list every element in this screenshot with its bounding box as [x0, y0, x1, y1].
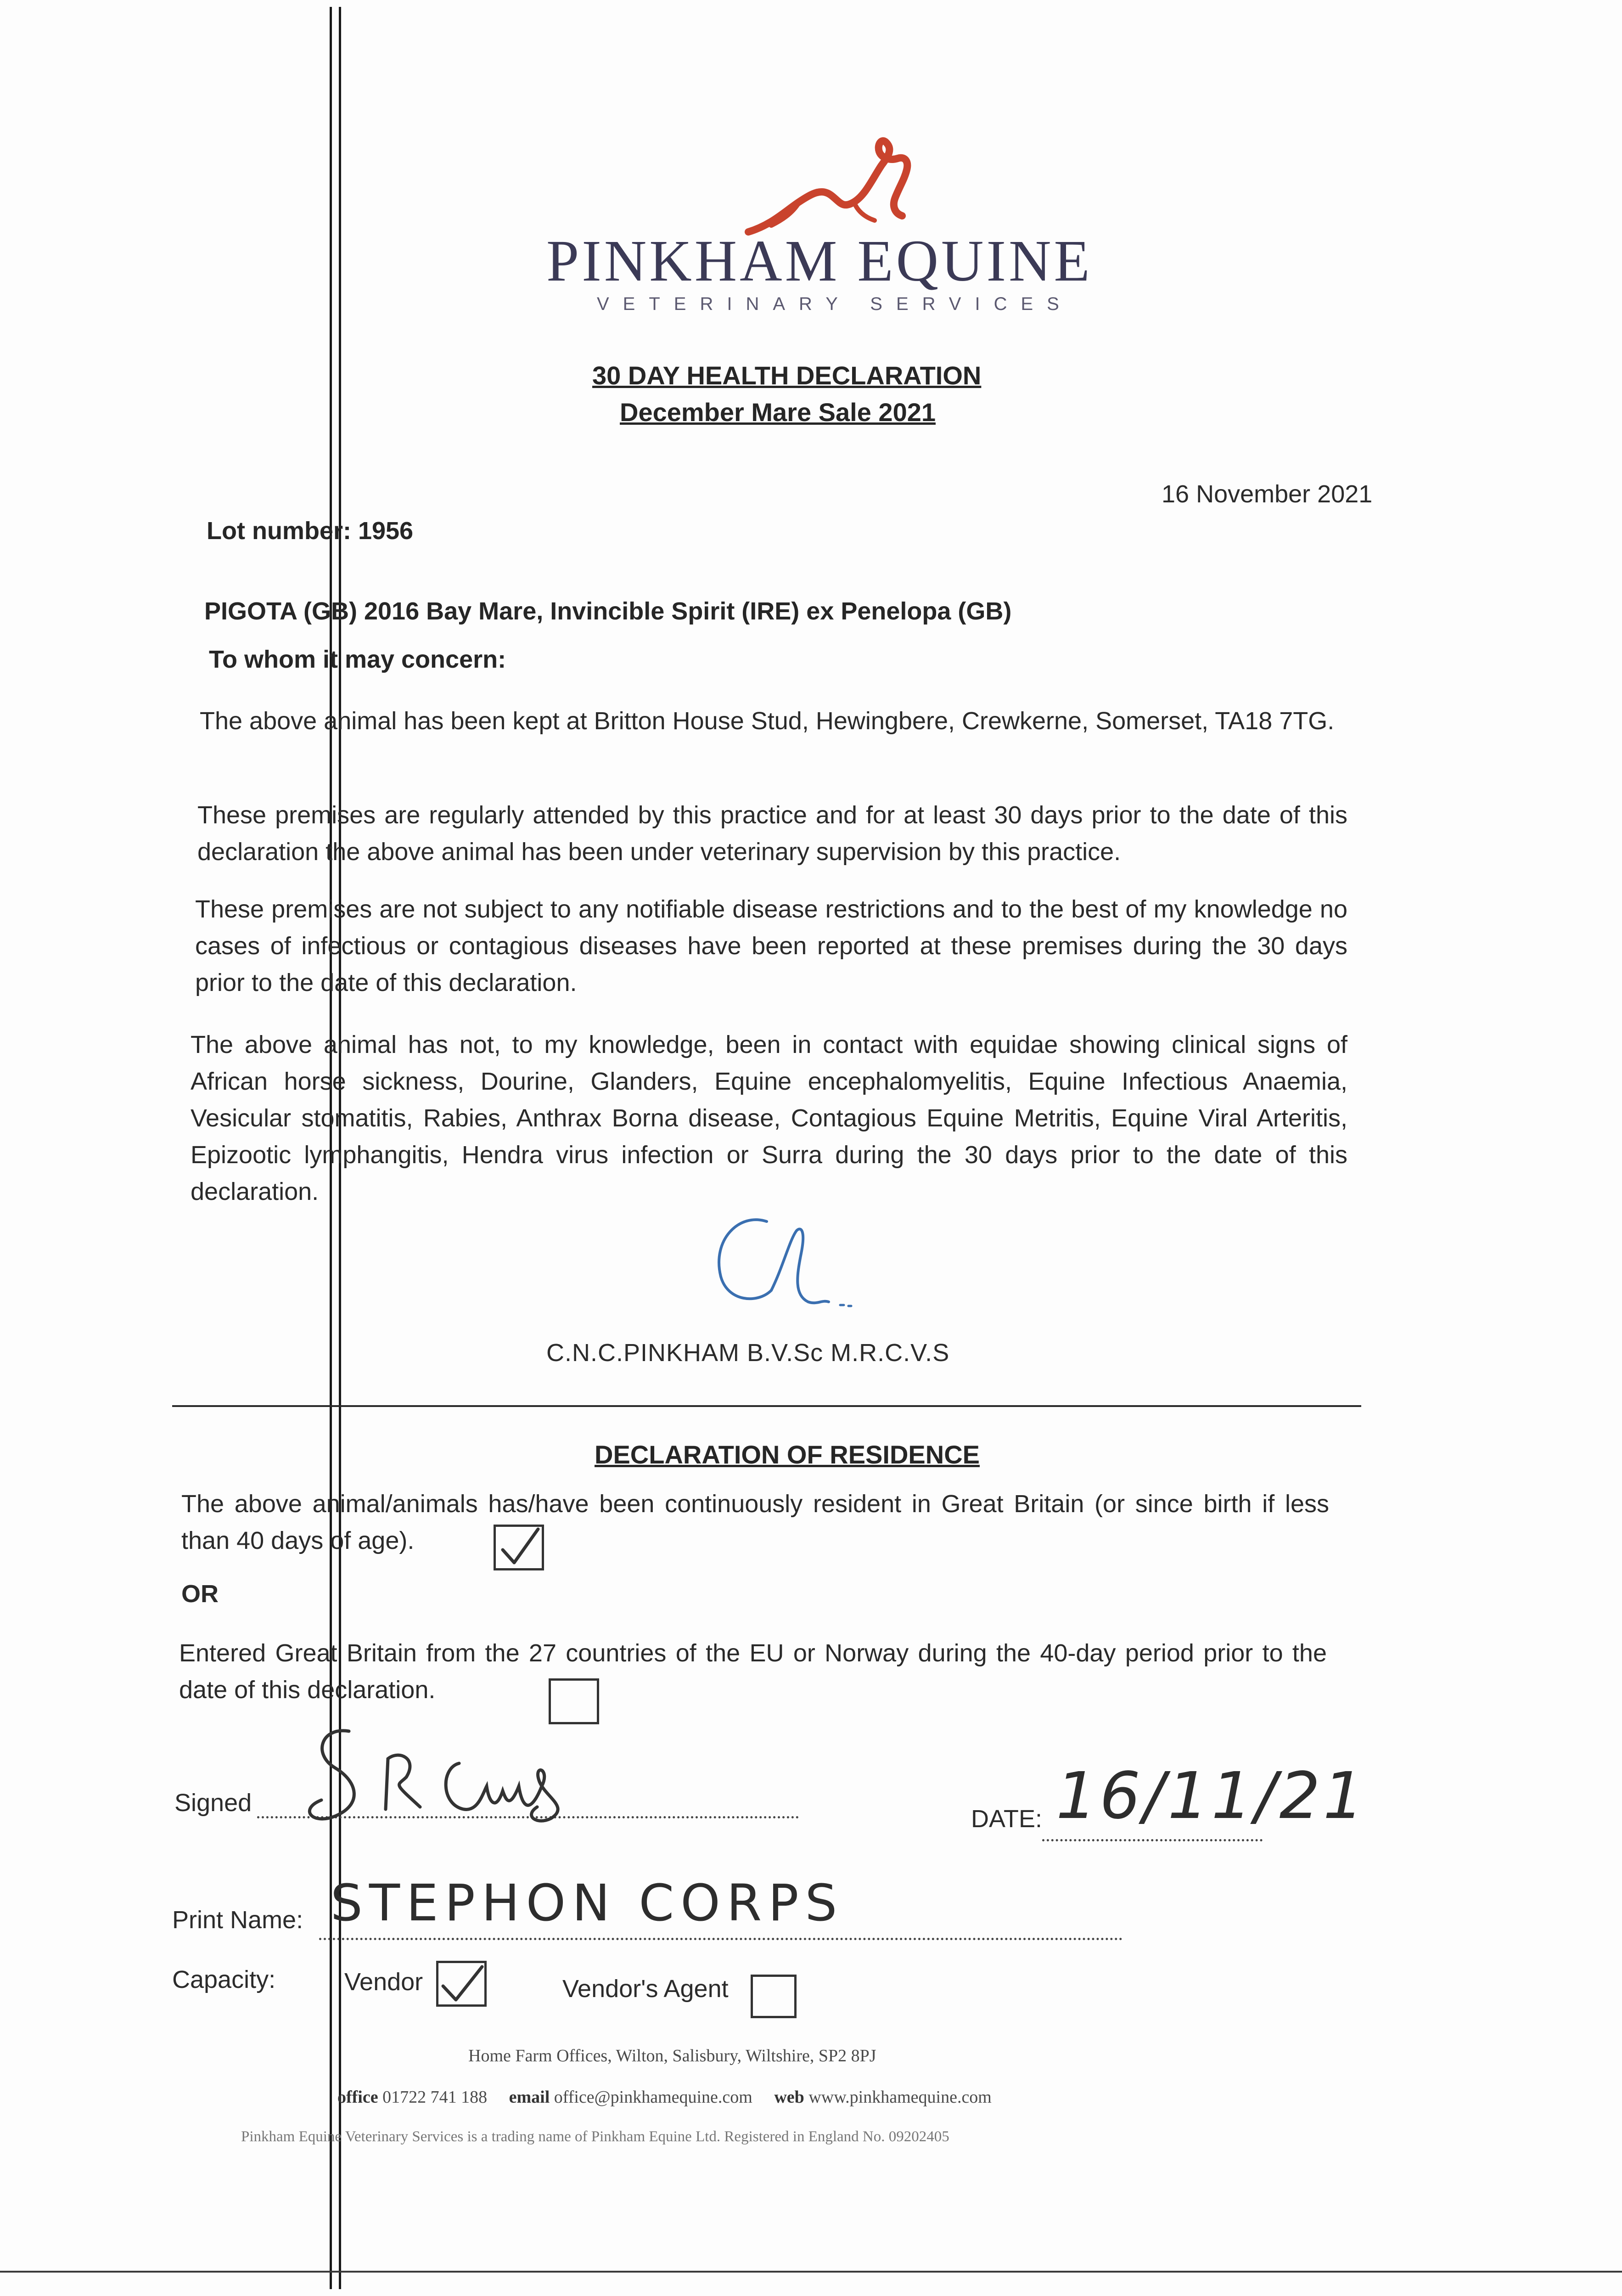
- vendor-agent-label: Vendor's Agent: [562, 1975, 729, 2003]
- or-label: OR: [181, 1580, 219, 1608]
- signed-label: Signed: [174, 1789, 252, 1817]
- lot-number: Lot number: 1956: [207, 517, 414, 545]
- scan-artifact-edge: [0, 2271, 1622, 2273]
- salutation: To whom it may concern:: [209, 646, 506, 673]
- date-line: [1042, 1839, 1263, 1841]
- vendor-agent-checkbox[interactable]: [751, 1975, 797, 2018]
- company-name: PINKHAM EQUINE: [546, 228, 1093, 293]
- residence-statement-1: The above animal/animals has/have been continuously resident in Great Britain (or since birth if less than 40 days of age).: [181, 1490, 1329, 1554]
- horse-logo-icon: [744, 133, 927, 239]
- section-divider: [172, 1405, 1361, 1407]
- residence-statement-2: Entered Great Britain from the 27 countries of the EU or Norway during the 40-day period prior to the date of this declaration.: [179, 1639, 1327, 1704]
- document-date: 16 November 2021: [1162, 480, 1373, 508]
- handwritten-date: 16/11/21: [1056, 1759, 1367, 1834]
- paragraph-supervision: These premises are regularly attended by this practice and for at least 30 days prior to the date of this declaration the above animal has been under veterinary supervision by this practice.: [197, 801, 1347, 866]
- footer-office-label: office: [337, 2088, 378, 2107]
- handwritten-print-name: STEPHON CORPS: [331, 1874, 844, 1932]
- residence-heading: DECLARATION OF RESIDENCE: [595, 1440, 980, 1469]
- vendor-signature: [294, 1717, 615, 1837]
- footer-web-value[interactable]: www.pinkhamequine.com: [808, 2088, 992, 2107]
- paragraph-diseases: The above animal has not, to my knowledge, been in contact with equidae showing clinical signs of African horse sickness, Dourine, Glanders, Equine encephalomyelitis, Equine Infectious Anaemia, Vesicular stomatitis, Rabies, Anthrax Borna disease, Contagious Equine Metritis, Equine Viral Arteritis, Epizootic lymphangitis, Hendra virus infection or Surra during the 30 days prior to the date of this declaration.: [191, 1031, 1347, 1205]
- footer-email-value[interactable]: office@pinkhamequine.com: [554, 2088, 752, 2107]
- footer-legal: Pinkham Equine Veterinary Services is a trading name of Pinkham Equine Ltd. Registered in England No. 09202405: [241, 2128, 949, 2145]
- company-subtitle: VETERINARY SERVICES: [597, 294, 1073, 314]
- print-name-line: [319, 1938, 1122, 1940]
- footer-address: Home Farm Offices, Wilton, Salisbury, Wiltshire, SP2 8PJ: [468, 2046, 876, 2065]
- vet-signer-name: C.N.C.PINKHAM B.V.Sc M.R.C.V.S: [546, 1339, 950, 1367]
- horse-description: PIGOTA (GB) 2016 Bay Mare, Invincible Spirit (IRE) ex Penelopa (GB): [204, 597, 1012, 625]
- footer-office-value: 01722 741 188: [382, 2088, 488, 2107]
- date-label: DATE:: [971, 1805, 1043, 1833]
- footer-email-label: email: [509, 2088, 550, 2107]
- document-title: 30 DAY HEALTH DECLARATION: [592, 361, 982, 390]
- vendor-checkbox[interactable]: [436, 1961, 487, 2007]
- paragraph-premises: The above animal has been kept at Britton House Stud, Hewingbere, Crewkerne, Somerset, TA18 7TG.: [200, 707, 1335, 735]
- capacity-label: Capacity:: [172, 1966, 276, 1993]
- document-subtitle: December Mare Sale 2021: [620, 398, 936, 427]
- footer-contact: [337, 2087, 992, 2107]
- footer-web-label: web: [774, 2088, 804, 2107]
- vendor-label: Vendor: [344, 1968, 423, 1996]
- residence-checkbox[interactable]: [494, 1525, 544, 1570]
- vet-signature: [702, 1203, 868, 1322]
- paragraph-restrictions: These premises are not subject to any notifiable disease restrictions and to the best of my knowledge no cases of infectious or contagious diseases have been reported at these premises during the 30 days prior to the date of this declaration.: [195, 895, 1347, 996]
- print-name-label: Print Name:: [172, 1906, 303, 1934]
